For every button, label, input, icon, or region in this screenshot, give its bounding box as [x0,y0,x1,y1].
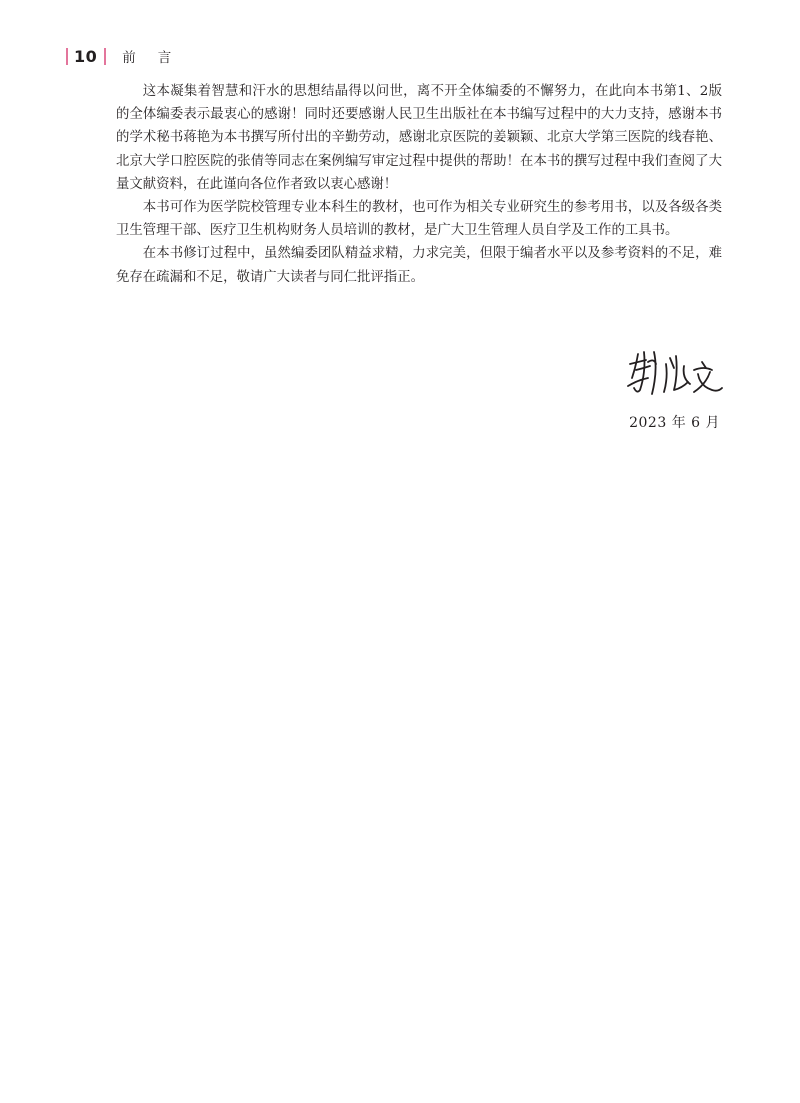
header-right-bar [104,48,106,65]
paragraph-audience: 本书可作为医学院校管理专业本科生的教材，也可作为相关专业研究生的参考用书，以及各级各类卫生管理干部、医疗卫生机构财务人员培训的教材，是广大卫生管理人员自学及工作的工具书。 [116,200,722,239]
header-left-bar [66,48,68,65]
page-number: 10 [74,46,98,66]
section-title: 前言 [122,50,194,66]
handwritten-signature-icon [624,344,724,404]
paragraph-limitations: 在本书修订过程中，虽然编委团队精益求精，力求完美，但限于编者水平以及参考资料的不足，难免存在疏漏和不足，敬请广大读者与同仁批评指正。 [116,246,722,285]
page-header [66,44,193,68]
date-line: 2023 年 6 月 [629,415,720,431]
paragraph-acknowledgements: 这本凝集着智慧和汗水的思想结晶得以问世，离不开全体编委的不懈努力，在此向本书第1、2版的全体编委表示最衷心的感谢！同时还要感谢人民卫生出版社在本书编写过程中的大力支持，感谢本书的学术秘书蒋艳为本书撰写所付出的辛勤劳动，感谢北京医院的姜颖颖、北京大学第三医院的线春艳、北京大学口腔医院的张倩等同志在案例编写审定过程中提供的帮助！在本书的撰写过程中我们查阅了大量文献资料，在此谨向各位作者致以衷心感谢！ [116,84,722,192]
preface-body [116,80,722,289]
